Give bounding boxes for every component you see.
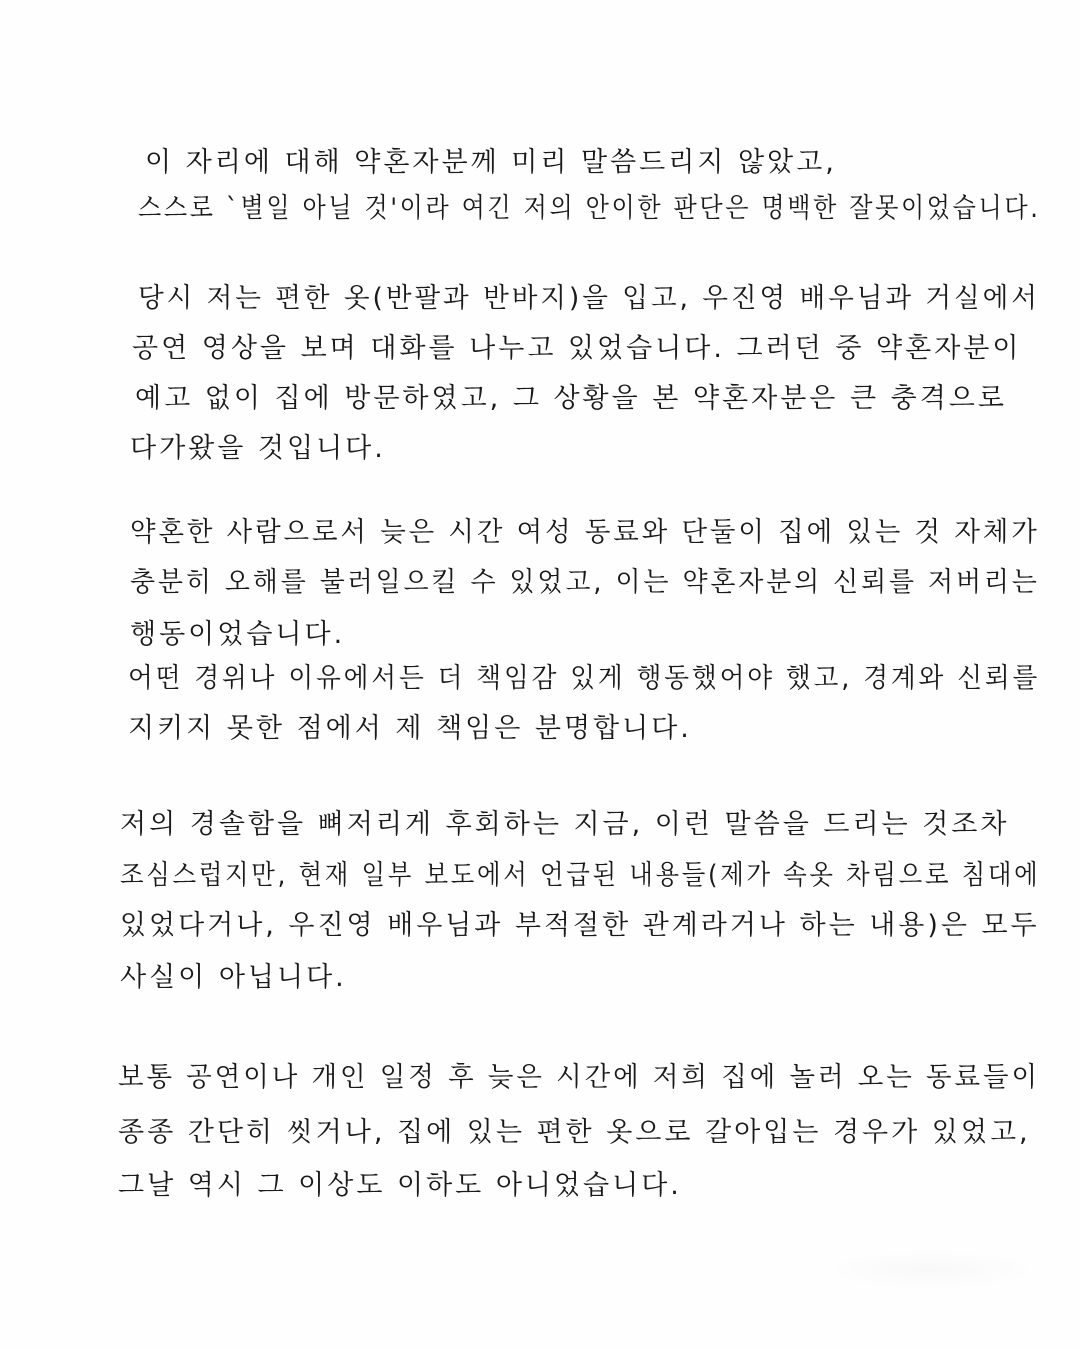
letter-line: 당시 저는 편한 옷(반팔과 반바지)을 입고, 우진영 배우님과 거실에서	[138, 283, 1040, 314]
letter-line: 약혼한 사람으로서 늦은 시간 여성 동료와 단둘이 집에 있는 것 자체가	[130, 517, 1040, 548]
letter-line: 스스로 `별일 아닐 것'이라 여긴 저의 안이한 판단은 명백한 잘못이었습니다.	[138, 193, 1041, 224]
letter-line: 보통 공연이나 개인 일정 후 늦은 시간에 저희 집에 놀러 오는 동료들이	[118, 1062, 1040, 1093]
letter-line: 지키지 못한 점에서 제 책임은 분명합니다.	[128, 713, 692, 744]
paper-smudge	[820, 1250, 1040, 1290]
letter-line: 다가왔을 것입니다.	[130, 433, 386, 464]
letter-line: 이 자리에 대해 약혼자분께 미리 말씀드리지 않았고,	[145, 147, 837, 178]
letter-line: 예고 없이 집에 방문하였고, 그 상황을 본 약혼자분은 큰 충격으로	[135, 383, 1007, 414]
letter-line: 공연 영상을 보며 대화를 나누고 있었습니다. 그러던 중 약혼자분이	[132, 333, 1022, 364]
letter-line: 충분히 오해를 불러일으킬 수 있었고, 이는 약혼자분의 신뢰를 저버리는	[130, 567, 1040, 598]
letter-line: 그날 역시 그 이상도 이하도 아니었습니다.	[118, 1170, 682, 1201]
letter-line: 행동이었습니다.	[130, 619, 346, 650]
letter-line: 종종 간단히 씻거나, 집에 있는 편한 옷으로 갈아입는 경우가 있었고,	[118, 1117, 1031, 1148]
letter-line: 사실이 아닙니다.	[120, 962, 347, 993]
letter-line: 있었다거나, 우진영 배우님과 부적절한 관계라거나 하는 내용)은 모두	[120, 910, 1040, 941]
letter-line: 조심스럽지만, 현재 일부 보도에서 언급된 내용들(제가 속옷 차림으로 침대에	[120, 860, 1041, 891]
letter-line: 저의 경솔함을 뼈저리게 후회하는 지금, 이런 말씀을 드리는 것조차	[120, 809, 1010, 840]
letter-line: 어떤 경위나 이유에서든 더 책임감 있게 행동했어야 했고, 경계와 신뢰를	[128, 663, 1041, 694]
